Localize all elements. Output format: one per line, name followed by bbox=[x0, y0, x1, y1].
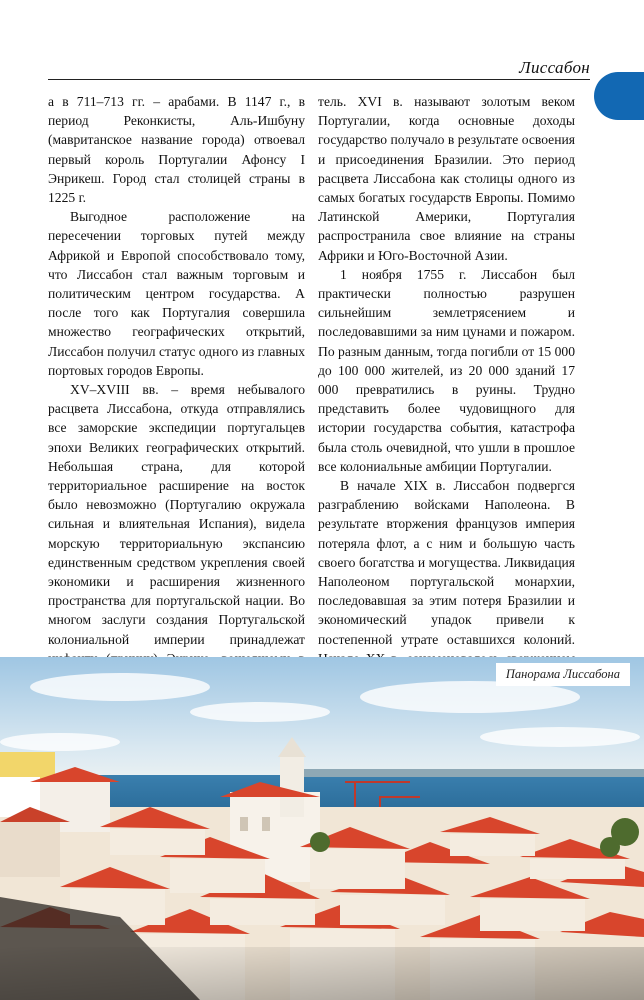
far-shore bbox=[300, 769, 644, 777]
running-title: Лиссабон bbox=[519, 58, 590, 77]
paragraph: тель. XVI в. называют золотым веком Португалии, когда основные доходы государство получало в результате освоения и присоединения Бразилии. Это период расцвета Лиссабона как столицы одного из самых богатых государств Европы. Помимо Латинской Америки, Португалия распространила свое влияние на страны Африки и Юго-Восточной Азии. bbox=[318, 94, 575, 263]
chapter-side-tab bbox=[594, 72, 644, 120]
header-rule bbox=[48, 79, 590, 80]
lisbon-panorama-photo bbox=[0, 657, 644, 1000]
left-column bbox=[48, 92, 305, 687]
paragraph: XV–XVIII вв. – время небывалого расцвета Лиссабона, откуда отправлялись все заморские экспедиции португальцев эпохи Великих географических открытий. Небольшая страна, для которой территориальное расширение на восток было невозможно (Португалию окружала сильная и влиятельная Испания), видела морскую территориальную экспансию единственным средством укрепления своей экономики и расширения жизненного пространства для португальской нации. Во многом заслуги создания Португальской колониальной империи принадлежат bbox=[48, 382, 305, 647]
right-column bbox=[318, 92, 575, 687]
paragraph: 1 ноября 1755 г. Лиссабон был практически полностью разрушен сильнейшим землетрясением и последовавшими за ним цунами и пожаром. По разным данным, тогда погибли от 15 000 до 100 000 жителей, из 20 000 зданий 17 000 превратились в руины. Трудно представить более чудовищного для истории государства события, катастрофа была столь очевидной, что ушли в прошлое все колониальные амбиции Португалии. bbox=[318, 266, 575, 474]
paragraph: а в 711–713 гг. – арабами. В 1147 г., в период Реконкисты, Аль-Ишбуну (мавританское название города) отвоевал первый король Португалии Афонсу I Энрикеш. Город стал столицей страны в 1225 г. bbox=[48, 94, 305, 206]
panorama-illustration bbox=[0, 657, 644, 1000]
lower-shade bbox=[0, 947, 644, 1000]
paragraph: Выгодное расположение на пересечении торговых путей между Африкой и Европой способствовало тому, что Лиссабон стал важным торговым и политическим центром государства. А после того как Португалия совершила множество географических открытий, Лиссабон получил статус одного из главных портовых городов Европы. bbox=[48, 209, 305, 378]
paragraph: В начале XIX в. Лиссабон подвергся разграблению войсками Наполеона. В результате вторжения французов империя потеряла флот, а с ним и большую часть своего богатства и могущества. Ликвидация Наполеоном португальской монархии, последовавшая за этим потеря Бразилии и экономический упадок привели к постепенной утрате оставшихся колоний. bbox=[318, 478, 575, 647]
photo-caption: Панорама Лиссабона bbox=[496, 663, 630, 686]
